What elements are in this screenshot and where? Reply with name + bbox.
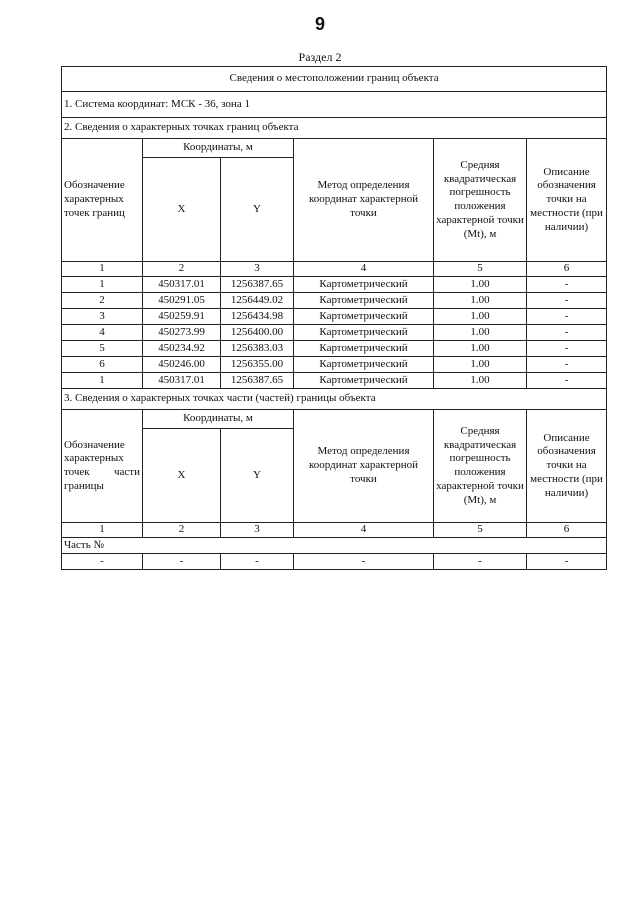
point-id: 1 [62, 277, 143, 293]
col-number: 4 [294, 262, 434, 277]
parts-col-designation [62, 410, 143, 523]
point-desc: - [527, 373, 607, 389]
table-row [62, 357, 607, 373]
point-error: 1.00 [434, 357, 527, 373]
parts-col-designation-line: характерных [64, 452, 124, 465]
point-method: Картометрический [294, 357, 434, 373]
point-x: 450234.92 [143, 341, 221, 357]
point-y: 1256400.00 [221, 325, 294, 341]
point-id: 4 [62, 325, 143, 341]
point-error: 1.00 [434, 309, 527, 325]
points-col-x: X [143, 158, 221, 262]
point-desc: - [527, 325, 607, 341]
point-y: 1256355.00 [221, 357, 294, 373]
point-y: 1256387.65 [221, 373, 294, 389]
table-row [62, 277, 607, 293]
page-number: 9 [314, 14, 325, 34]
parts-col-coords: Координаты, м [143, 410, 294, 429]
table-row [62, 325, 607, 341]
point-error: 1.00 [434, 325, 527, 341]
part-cell: - [62, 554, 143, 570]
point-id: 6 [62, 357, 143, 373]
point-desc: - [527, 341, 607, 357]
part-cell: - [527, 554, 607, 570]
point-method: Картометрический [294, 293, 434, 309]
parts-header-row [62, 410, 607, 429]
points-header-row [62, 139, 607, 158]
point-id: 2 [62, 293, 143, 309]
point-method: Картометрический [294, 373, 434, 389]
parts-col-y: Y [221, 429, 294, 523]
col-number: 5 [434, 523, 527, 538]
points-col-method: Метод определения координат характерной точки [294, 139, 434, 262]
part-label: Часть № [62, 538, 607, 554]
parts-col-designation-line: точек части [64, 466, 140, 478]
point-desc: - [527, 357, 607, 373]
col-number: 2 [143, 523, 221, 538]
point-desc: - [527, 293, 607, 309]
table-row [62, 309, 607, 325]
point-y: 1256434.98 [221, 309, 294, 325]
points-col-coords: Координаты, м [143, 139, 294, 158]
point-x: 450259.91 [143, 309, 221, 325]
col-number: 3 [221, 262, 294, 277]
parts-col-designation-line: Обозначение [64, 438, 125, 451]
point-error: 1.00 [434, 373, 527, 389]
col-number: 2 [143, 262, 221, 277]
table-row [62, 293, 607, 309]
parts-col-numbers-row [62, 523, 607, 538]
coord-system: 1. Система координат: МСК - 36, зона 1 [62, 92, 607, 118]
point-error: 1.00 [434, 341, 527, 357]
point-x: 450317.01 [143, 277, 221, 293]
col-number: 1 [62, 523, 143, 538]
table-row [62, 341, 607, 357]
part-cell: - [294, 554, 434, 570]
point-method: Картометрический [294, 341, 434, 357]
point-y: 1256387.65 [221, 277, 294, 293]
part-cell: - [434, 554, 527, 570]
parts-col-description: Описание обозначения точки на местности (при наличии) [527, 410, 607, 523]
points-col-numbers-row [62, 262, 607, 277]
point-desc: - [527, 309, 607, 325]
point-id: 5 [62, 341, 143, 357]
col-number: 4 [294, 523, 434, 538]
points-section-row [62, 118, 607, 139]
points-col-description: Описание обозначения точки на местности (при наличии) [527, 139, 607, 262]
point-error: 1.00 [434, 293, 527, 309]
boundary-table [61, 66, 607, 570]
point-x: 450317.01 [143, 373, 221, 389]
point-y: 1256449.02 [221, 293, 294, 309]
point-y: 1256383.03 [221, 341, 294, 357]
parts-section-row [62, 389, 607, 410]
point-x: 450291.05 [143, 293, 221, 309]
point-method: Картометрический [294, 277, 434, 293]
point-method: Картометрический [294, 325, 434, 341]
table-row [62, 554, 607, 570]
points-section-heading: 2. Сведения о характерных точках границ объекта [62, 118, 607, 139]
col-number: 5 [434, 262, 527, 277]
points-col-y: Y [221, 158, 294, 262]
part-cell: - [221, 554, 294, 570]
point-desc: - [527, 277, 607, 293]
parts-section-heading: 3. Сведения о характерных точках части (частей) границы объекта [62, 389, 607, 410]
coord-system-row [62, 92, 607, 118]
points-col-designation: Обозначение характерных точек границ [62, 139, 143, 262]
col-number: 6 [527, 523, 607, 538]
point-error: 1.00 [434, 277, 527, 293]
parts-col-x: X [143, 429, 221, 523]
point-id: 1 [62, 373, 143, 389]
col-number: 1 [62, 262, 143, 277]
parts-col-designation-line: границы [64, 479, 104, 492]
section-label: Раздел 2 [298, 50, 342, 64]
table-title-row [62, 67, 607, 92]
points-col-error: Средняя квадратическая погрешность положения характерной точки (Mt), м [434, 139, 527, 262]
point-x: 450246.00 [143, 357, 221, 373]
point-id: 3 [62, 309, 143, 325]
col-number: 3 [221, 523, 294, 538]
part-cell: - [143, 554, 221, 570]
parts-col-error: Средняя квадратическая погрешность положения характерной точки (Mt), м [434, 410, 527, 523]
point-method: Картометрический [294, 309, 434, 325]
part-label-row [62, 538, 607, 554]
point-x: 450273.99 [143, 325, 221, 341]
table-row [62, 373, 607, 389]
table-title: Сведения о местоположении границ объекта [62, 67, 607, 92]
parts-col-method: Метод определения координат характерной точки [294, 410, 434, 523]
col-number: 6 [527, 262, 607, 277]
